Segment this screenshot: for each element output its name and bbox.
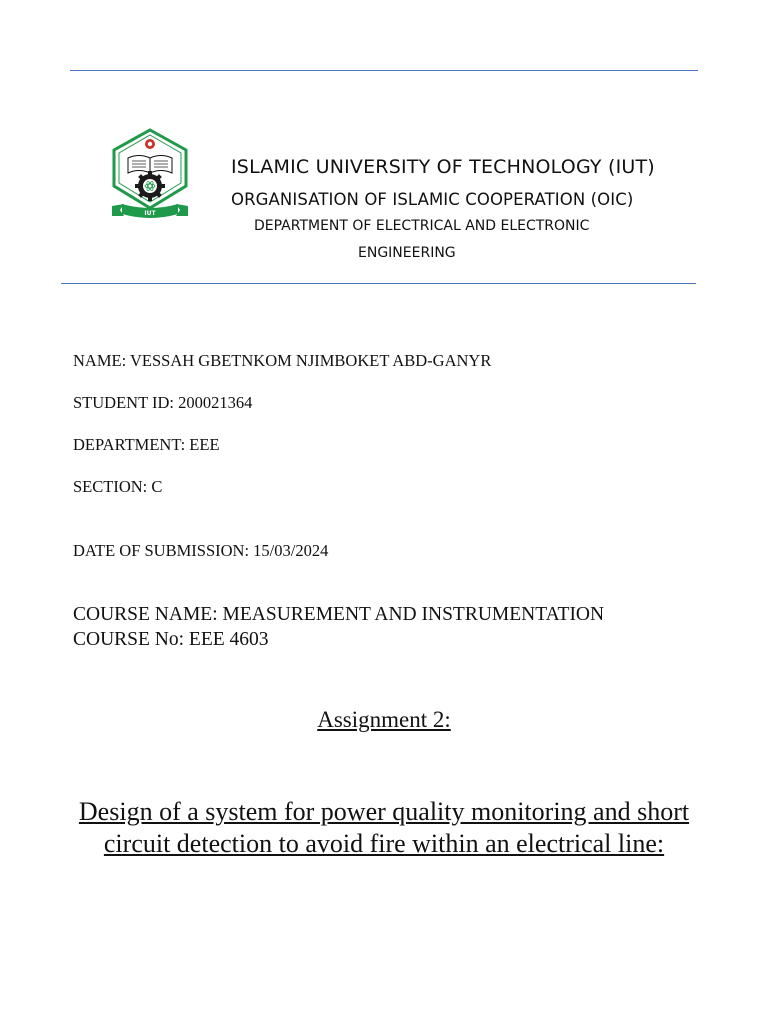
university-name: ISLAMIC UNIVERSITY OF TECHNOLOGY (IUT) bbox=[231, 156, 655, 178]
top-divider bbox=[70, 70, 698, 71]
student-department: DEPARTMENT: EEE bbox=[73, 435, 220, 454]
assignment-label: Assignment 2: bbox=[317, 707, 451, 732]
course-number: COURSE No: EEE 4603 bbox=[73, 629, 269, 650]
department-name-line-2: ENGINEERING bbox=[358, 245, 456, 261]
iut-seal-icon bbox=[110, 128, 190, 220]
student-name: NAME: VESSAH GBETNKOM NJIMBOKET ABD-GANYR bbox=[73, 351, 492, 370]
student-section: SECTION: C bbox=[73, 477, 163, 496]
submission-date: DATE OF SUBMISSION: 15/03/2024 bbox=[73, 541, 329, 560]
course-name: COURSE NAME: MEASUREMENT AND INSTRUMENTATION bbox=[73, 604, 605, 625]
university-logo bbox=[110, 128, 190, 220]
assignment-title: Design of a system for power quality monitoring and short circuit detection to avoid fire within an electrical line: bbox=[78, 797, 690, 858]
svg-text:IUT: IUT bbox=[144, 210, 156, 217]
department-name-line-1: DEPARTMENT OF ELECTRICAL AND ELECTRONIC bbox=[254, 218, 590, 234]
student-id: STUDENT ID: 200021364 bbox=[73, 393, 253, 412]
bottom-divider bbox=[61, 283, 696, 284]
organisation-name: ORGANISATION OF ISLAMIC COOPERATION (OIC) bbox=[231, 190, 634, 209]
